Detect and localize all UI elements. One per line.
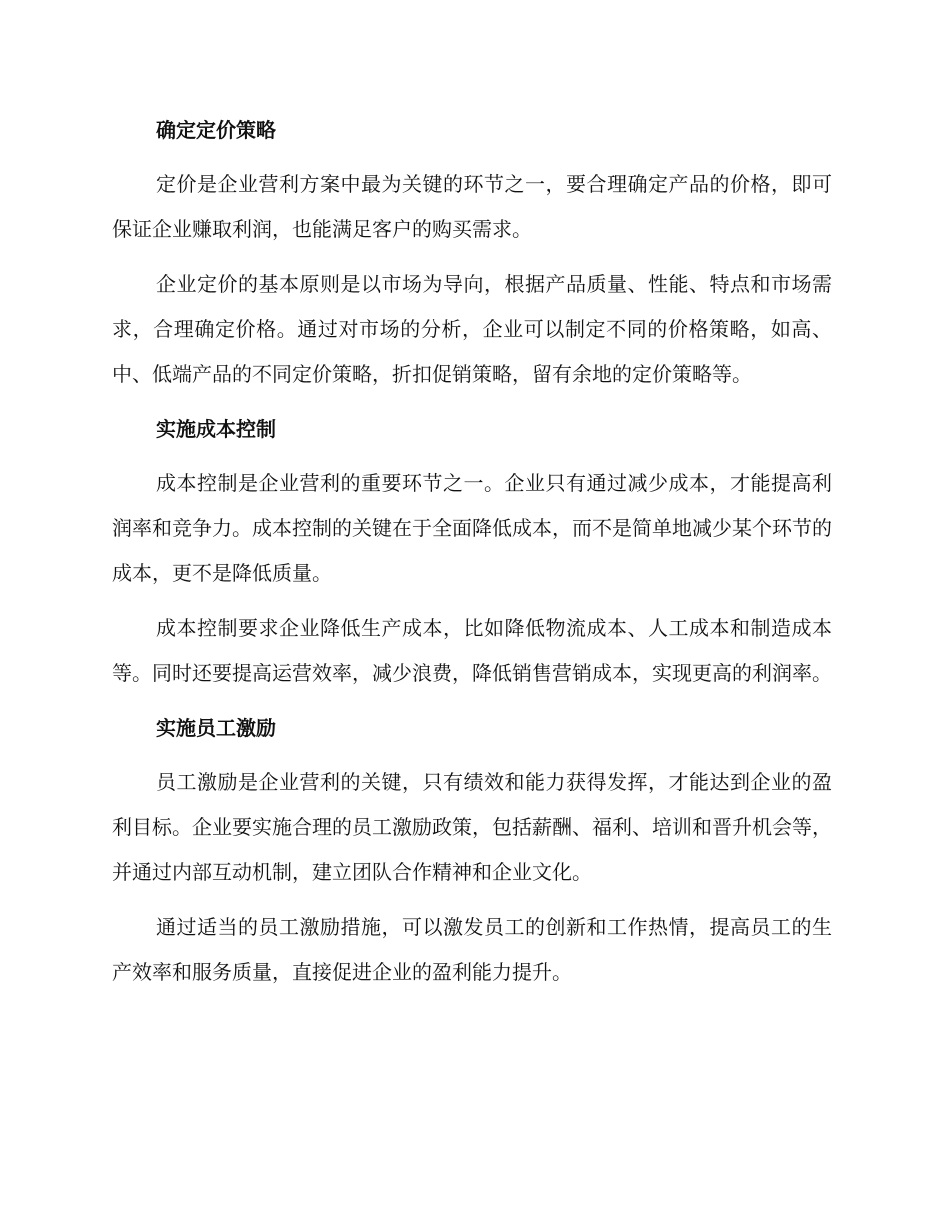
paragraph: 成本控制要求企业降低生产成本，比如降低物流成本、人工成本和制造成本等。同时还要提高运营效率，减少浪费，降低销售营销成本，实现更高的利润率。 [112, 616, 832, 685]
paragraph: 员工激励是企业营利的关键，只有绩效和能力获得发挥，才能达到企业的盈利目标。企业要实施合理的员工激励政策，包括薪酬、福利、培训和晋升机会等，并通过内部互动机制，建立团队合作精神和企业文化。 [112, 770, 832, 884]
paragraph: 通过适当的员工激励措施，可以激发员工的创新和工作热情，提高员工的生产效率和服务质量，直接促进企业的盈利能力提升。 [112, 915, 832, 984]
section-heading-cost-control: 实施成本控制 [156, 417, 276, 441]
document-body [112, 108, 832, 1005]
paragraph: 企业定价的基本原则是以市场为导向，根据产品质量、性能、特点和市场需求，合理确定价格。通过对市场的分析，企业可以制定不同的价格策略，如高、中、低端产品的不同定价策略，折扣促销策略，留有余地的定价策略等。 [112, 272, 832, 386]
section-heading-pricing: 确定定价策略 [156, 118, 276, 142]
paragraph: 成本控制是企业营利的重要环节之一。企业只有通过减少成本，才能提高利润率和竞争力。成本控制的关键在于全面降低成本，而不是简单地减少某个环节的成本，更不是降低质量。 [112, 471, 832, 585]
section-heading-employee-incentive: 实施员工激励 [156, 716, 276, 740]
paragraph: 定价是企业营利方案中最为关键的环节之一，要合理确定产品的价格，即可保证企业赚取利润，也能满足客户的购买需求。 [112, 172, 832, 241]
